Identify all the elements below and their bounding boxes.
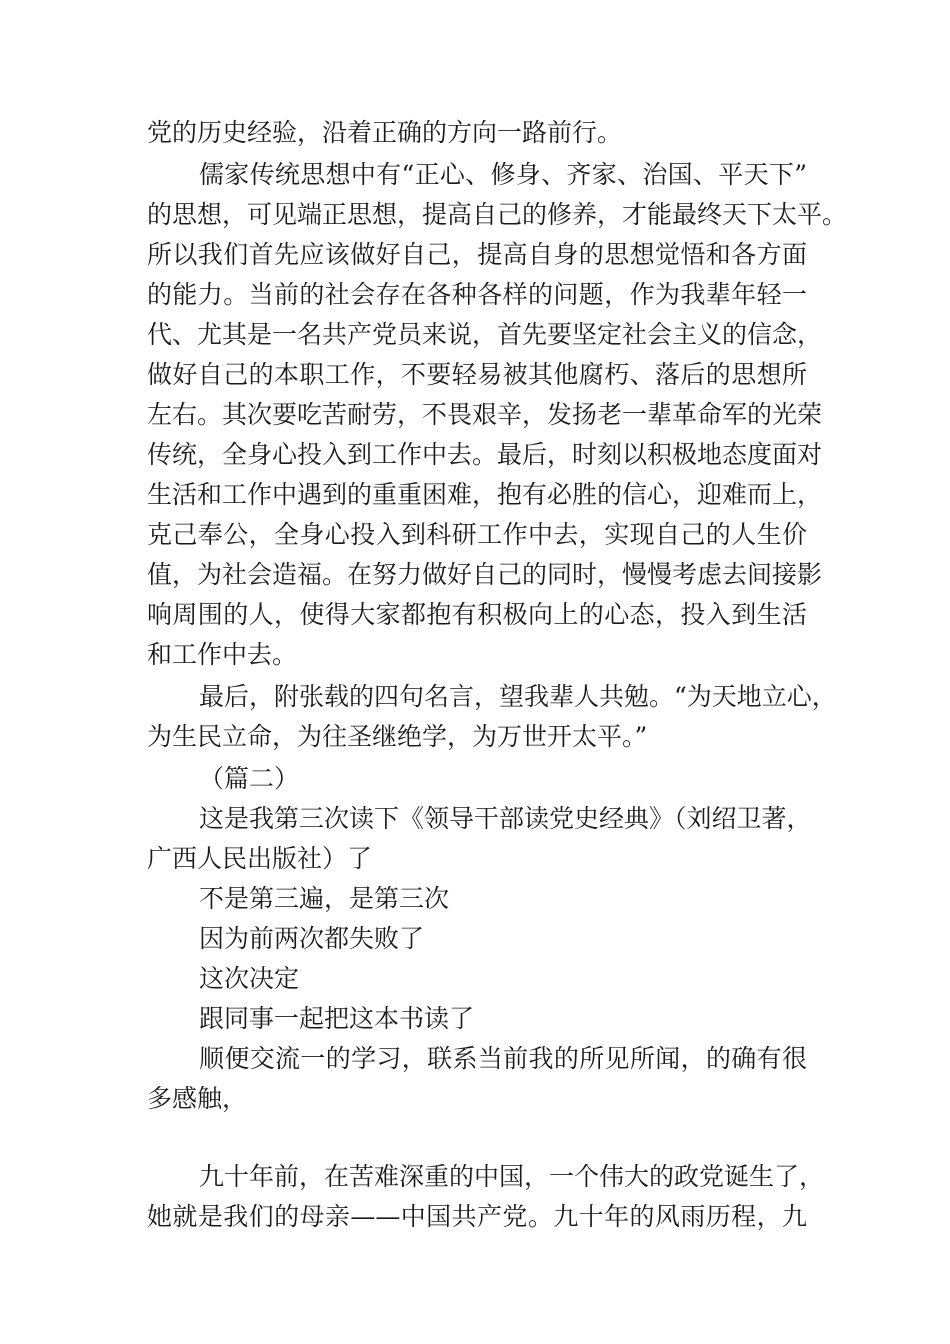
- text-line: 这次决定: [199, 964, 300, 993]
- text-line: 代、尤其是一名共产党员来说，首先要坚定社会主义的信念，: [147, 320, 823, 349]
- text-line: 和工作中去。: [147, 640, 298, 669]
- text-line: 值，为社会造福。在努力做好自己的同时，慢慢考虑去间接影: [147, 560, 823, 589]
- text-line: 她就是我们的母亲——中国共产党。九十年的风雨历程，九: [147, 1202, 807, 1231]
- text-line: 不是第三遍，是第三次: [199, 884, 450, 913]
- text-line: 左右。其次要吃苦耐劳，不畏艰辛，发扬老一辈革命军的光荣: [147, 400, 823, 429]
- text-line: 儒家传统思想中有“正心、修身、齐家、治国、平天下”: [199, 160, 807, 189]
- text-line: 所以我们首先应该做好自己，提高自身的思想觉悟和各方面: [147, 240, 807, 269]
- text-line: 九十年前，在苦难深重的中国，一个伟大的政党诞生了，: [199, 1162, 825, 1191]
- text-line: 响周围的人，使得大家都抱有积极向上的心态，投入到生活: [147, 600, 807, 629]
- section-heading: （篇二）: [199, 764, 300, 793]
- text-line: 多感触，: [147, 1084, 248, 1113]
- text-line: 克己奉公，全身心投入到科研工作中去，实现自己的人生价: [147, 520, 807, 549]
- text-line: 跟同事一起把这本书读了: [199, 1004, 475, 1033]
- text-line: 的思想，可见端正思想，提高自己的修养，才能最终天下太平。: [147, 200, 848, 229]
- text-line: 广西人民出版社）了: [147, 844, 373, 873]
- text-line: 因为前两次都失败了: [199, 924, 425, 953]
- text-line: 的能力。当前的社会存在各种各样的问题，作为我辈年轻一: [147, 280, 807, 309]
- text-line: 最后，附张载的四句名言，望我辈人共勉。“为天地立心，: [199, 682, 837, 711]
- text-line: 生活和工作中遇到的重重困难，抱有必胜的信心，迎难而上，: [147, 480, 823, 509]
- text-line: 这是我第三次读下《领导干部读党史经典》（刘绍卫著，: [199, 804, 812, 833]
- text-line: 做好自己的本职工作，不要轻易被其他腐朽、落后的思想所: [147, 360, 807, 389]
- text-line: 党的历史经验，沿着正确的方向一路前行。: [147, 118, 623, 147]
- text-line: 顺便交流一的学习，联系当前我的所见所闻，的确有很: [199, 1044, 807, 1073]
- text-line: 为生民立命，为往圣继绝学，为万世开太平。”: [147, 722, 648, 751]
- text-line: 传统，全身心投入到工作中去。最后，时刻以积极地态度面对: [147, 440, 823, 469]
